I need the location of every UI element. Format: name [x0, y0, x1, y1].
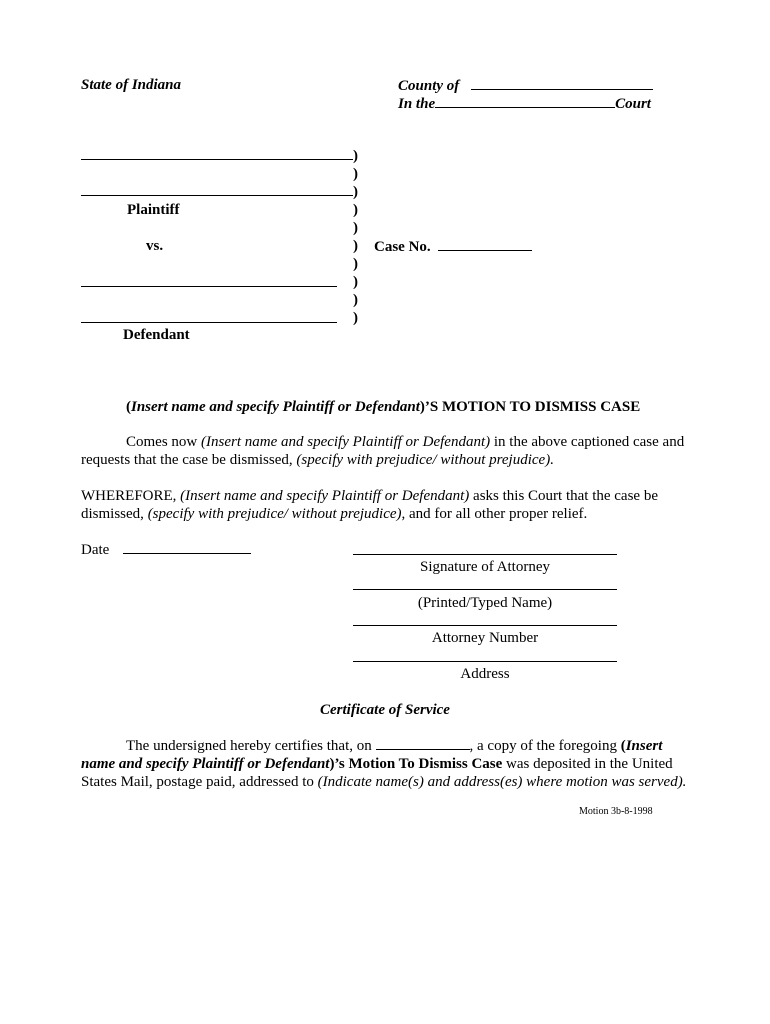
case-number-blank[interactable]: [438, 237, 532, 251]
cert-text-a: The undersigned hereby certifies that, on: [126, 738, 376, 754]
p2-insert-name: (Insert name and specify Plaintiff or Defendant): [180, 488, 470, 504]
attorney-number-line[interactable]: [353, 625, 617, 626]
certificate-heading: Certificate of Service: [320, 702, 450, 718]
signature-label: Signature of Attorney: [420, 559, 550, 575]
p1-insert-name: (Insert name and specify Plaintiff or Defendant): [201, 434, 491, 450]
motion-title: [126, 398, 640, 416]
printed-name-line[interactable]: [353, 589, 617, 590]
title-rest: )’S MOTION TO DISMISS CASE: [419, 399, 641, 415]
caption-paren: ): [353, 238, 358, 254]
cert-insert-name: Insert name and specify Plaintiff or Defendant: [81, 738, 663, 772]
caption-paren: ): [353, 184, 358, 200]
caption-paren: ): [353, 292, 358, 308]
cert-text-b: , a copy of the foregoing: [469, 738, 621, 754]
caption-paren: ): [353, 220, 358, 236]
case-number: [374, 237, 532, 256]
signature-line[interactable]: [353, 554, 617, 555]
court-label: [398, 94, 651, 113]
county-label-text: County of: [398, 78, 460, 94]
county-label: [398, 76, 653, 95]
caption-paren: ): [353, 310, 358, 326]
caption-paren: ): [353, 256, 358, 272]
p2-text-c: asks this Court that the case be dismissed,: [81, 488, 658, 522]
date-blank[interactable]: [123, 540, 251, 554]
defendant-line-1[interactable]: [81, 286, 337, 287]
cert-open-paren: (: [620, 738, 626, 754]
address-line[interactable]: [353, 661, 617, 662]
date-label: Date: [81, 542, 110, 558]
court-blank[interactable]: [435, 94, 615, 108]
date-field: [81, 540, 251, 559]
state-label: State of Indiana: [81, 77, 182, 93]
p2-text-a: WHEREFORE,: [81, 488, 181, 504]
title-insert-name: Insert name and specify Plaintiff or Defendant: [131, 399, 420, 415]
wherefore-paragraph: [81, 487, 691, 523]
vs-label: vs.: [146, 238, 164, 254]
address-label: Address: [460, 666, 510, 682]
p2-text-e: , and for all other proper relief.: [401, 506, 588, 522]
caption-paren: ): [353, 148, 358, 164]
p2-prejudice: (specify with prejudice/ without prejudice): [147, 506, 402, 522]
court-suffix: Court: [615, 96, 651, 112]
cert-motion-name: ’s Motion To Dismiss Case: [334, 756, 503, 772]
caption-paren: ): [353, 274, 358, 290]
p1-text-a: Comes now: [126, 434, 201, 450]
defendant-line-2[interactable]: [81, 322, 337, 323]
cert-text-g: was deposited in the United States Mail, postage paid, addressed to: [81, 756, 673, 790]
county-blank[interactable]: [471, 76, 653, 90]
court-prefix: In the: [398, 96, 436, 112]
certificate-paragraph: [81, 736, 691, 791]
caption-paren: ): [353, 202, 358, 218]
case-number-label: Case No.: [374, 239, 431, 255]
p1-prejudice: (specify with prejudice/ without prejudice).: [296, 452, 554, 468]
defendant-label: Defendant: [123, 327, 190, 343]
comes-now-paragraph: [81, 433, 691, 469]
plaintiff-line-2[interactable]: [81, 195, 353, 196]
cert-indicate-names: (Indicate name(s) and address(es) where motion was served).: [317, 774, 687, 790]
cert-date-blank[interactable]: [376, 736, 470, 750]
plaintiff-line-1[interactable]: [81, 159, 353, 160]
attorney-number-label: Attorney Number: [431, 630, 539, 646]
printed-name-label: (Printed/Typed Name): [417, 595, 553, 611]
p1-text-c: in the above captioned case and requests that the case be dismissed,: [81, 434, 685, 468]
caption-paren: ): [353, 166, 358, 182]
form-number: Motion 3b-8-1998: [579, 806, 653, 817]
title-open-paren: (: [126, 399, 131, 415]
cert-close-paren: ): [329, 756, 335, 772]
plaintiff-label: Plaintiff: [127, 202, 180, 218]
